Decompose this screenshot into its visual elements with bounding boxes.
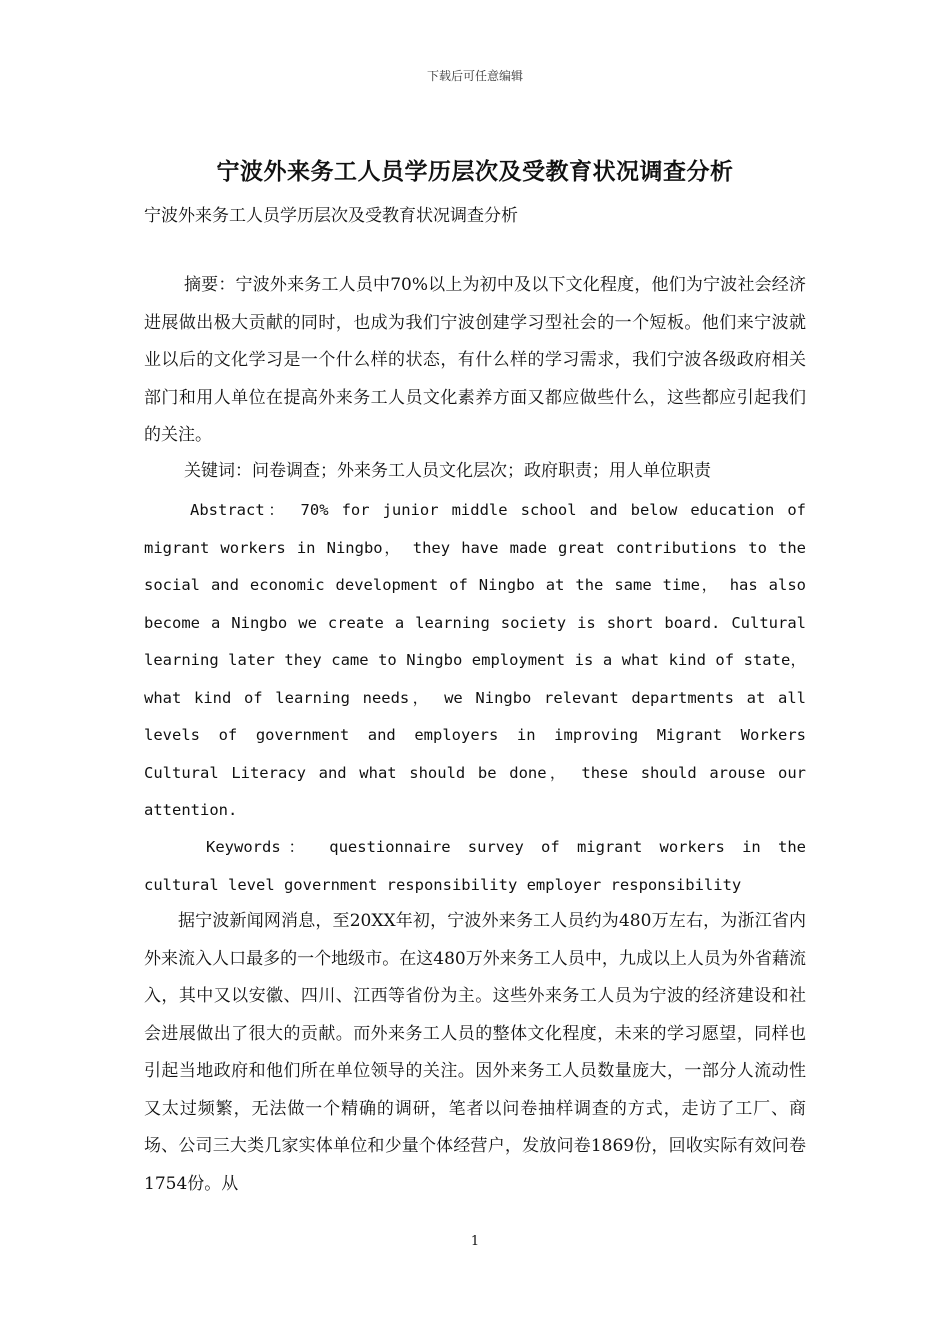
page-number: 1 [470,1234,480,1249]
body-text-block [144,903,806,1203]
header-note: 下载后可任意编辑 [426,69,523,83]
abstract-english: Abstract： 70% for junior middle school and below education of migrant workers in Ningbo， they have made great contributions to the social and economic development of Ningbo at the same time， has also become a Ningbo we create a learning society is short board. Cultural learning later they came to Ningbo employment is a what kind of state， what kind of learning needs， we Ningbo relevant departments at all levels of government and employers in improving Migrant Workers Cultural Literacy and what should be done， these should arouse our attention. [144,501,806,819]
keywords-english: Keywords： questionnaire survey of migrant workers in the cultural level government responsibility employer responsibility [144,838,806,894]
document-title: 宁波外来务工人员学历层次及受教育状况调查分析 [216,158,734,185]
body-paragraph: 据宁波新闻网消息，至20XX年初，宁波外来务工人员约为480万左右，为浙江省内外来流入人口最多的一个地级市。在这480万外来务工人员中，九成以上人员为外省藉流入，其中又以安徽、四川、江西等省份为主。这些外来务工人员为宁波的经济建设和社会进展做出了很大的贡献。而外来务工人员的整体文化程度，未来的学习愿望，同样也引起当地政府和他们所在单位领导的关注。因外来务工人员数量庞大，一部分人流动性又太过频繁，无法做一个精确的调研，笔者以问卷抽样调查的方式，走访了工厂、商场、公司三大类几家实体单位和少量个体经营户，发放问卷1869份，回收实际有效问卷1754份。从 [144,911,806,1194]
document-subtitle: 宁波外来务工人员学历层次及受教育状况调查分析 [144,206,518,226]
abstract-chinese-block [144,267,806,455]
keywords-chinese: 关键词：问卷调查；外来务工人员文化层次；政府职责；用人单位职责 [184,461,711,481]
abstract-chinese: 摘要：宁波外来务工人员中70%以上为初中及以下文化程度，他们为宁波社会经济进展做出极大贡献的同时，也成为我们宁波创建学习型社会的一个短板。他们来宁波就业以后的文化学习是一个什么样的状态，有什么样的学习需求，我们宁波各级政府相关部门和用人单位在提高外来务工人员文化素养方面又都应做些什么，这些都应引起我们的关注。 [144,275,806,445]
keywords-english-block [144,829,806,904]
abstract-english-block [144,492,806,830]
